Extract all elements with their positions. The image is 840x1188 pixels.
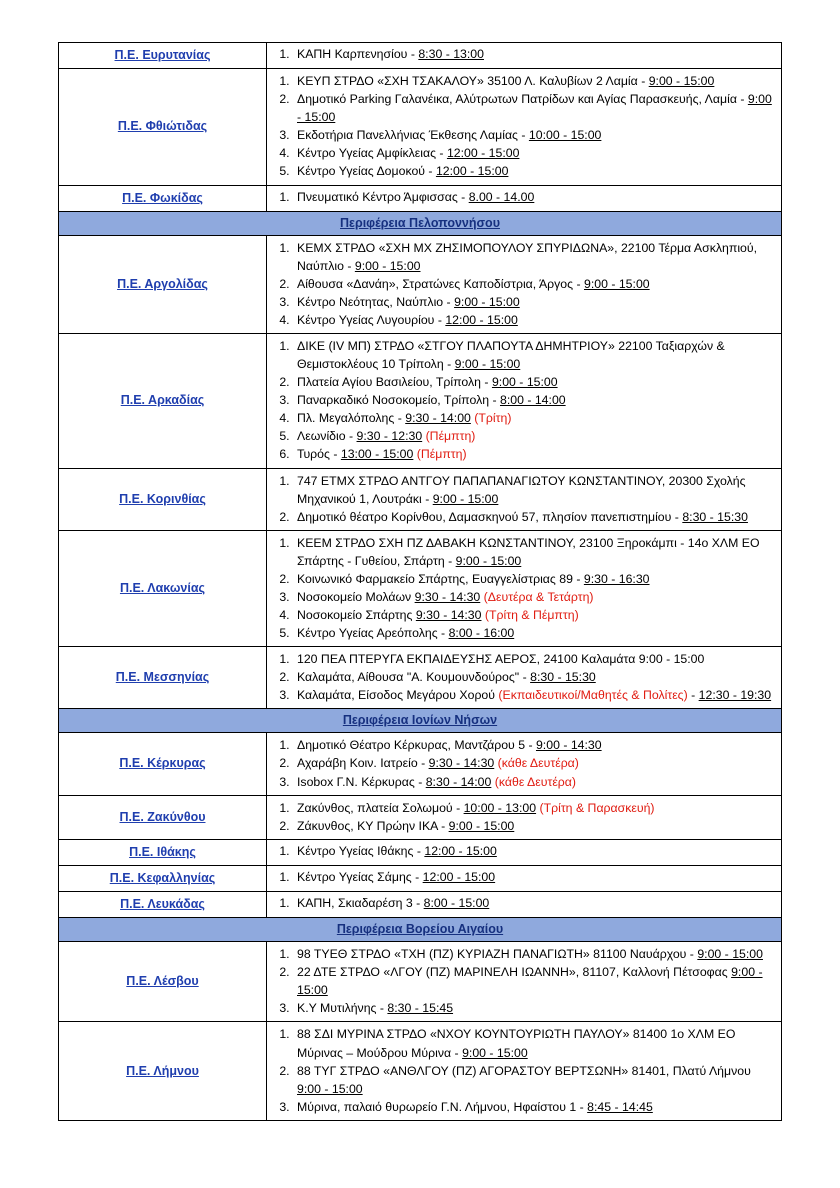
region-label: Π.Ε. Φθιώτιδας — [117, 119, 208, 134]
table-row — [59, 647, 782, 709]
time-range: 9:00 - 15:00 — [491, 375, 558, 390]
time-range: 9:00 - 15:00 — [648, 74, 715, 89]
items-cell — [267, 865, 782, 891]
items-cell — [267, 43, 782, 69]
items-cell — [267, 1022, 782, 1120]
item-text: Λεωνίδιο - — [297, 429, 357, 444]
list-item — [293, 945, 777, 963]
list-item — [293, 963, 777, 999]
region-cell — [59, 891, 267, 917]
list-item — [293, 373, 777, 391]
item-text: Κέντρο Υγείας Λυγουρίου - — [297, 313, 446, 327]
item-text: Τυρός - — [297, 447, 341, 462]
item-text: 22 ΔΤΕ ΣΤΡΔΟ «ΛΓΟΥ (ΠΖ) ΜΑΡΙΝΕΛΗ ΙΩΑΝΝΗ», 81107, Καλλονή Πέτσοφας — [297, 965, 732, 980]
time-range: 9:00 - 15:00 — [297, 92, 772, 125]
time-range: 8:30 - 15:30 — [682, 509, 748, 524]
section-header-cell — [59, 211, 782, 235]
time-range: 9:00 - 15:00 — [432, 491, 499, 506]
time-range: 9:30 - 12:30 — [356, 429, 423, 444]
item-text: Καλαμάτα, Αίθουσα "Α. Κουμουνδούρος" - — [297, 670, 531, 685]
list-item — [293, 126, 777, 144]
list-item — [293, 409, 777, 427]
list-item — [293, 162, 777, 180]
list-item — [293, 1098, 777, 1116]
time-range: 9:30 - 14:30 — [415, 607, 482, 622]
table-row — [59, 839, 782, 865]
time-range: 9:00 - 15:00 — [297, 1081, 363, 1096]
table-row — [59, 69, 782, 185]
item-text: Κέντρο Υγείας Αρεόπολης - — [297, 626, 449, 640]
time-range: 9:30 - 14:00 — [405, 411, 471, 426]
item-text: Ζακύνθος, πλατεία Σολωμού - — [297, 800, 464, 815]
region-label: Π.Ε. Κέρκυρας — [119, 756, 206, 771]
region-label: Π.Ε. Λέσβου — [126, 974, 199, 989]
list-item — [293, 508, 777, 526]
item-text: ΔΙΚΕ (IV ΜΠ) ΣΤΡΔΟ «ΣΤΓΟΥ ΠΛΑΠΟΥΤΑ ΔΗΜΗΤΡΙΟΥ» 22100 Ταξιαρχών & Θεμιστοκλέους 10 Τρίπολη - — [297, 339, 725, 372]
region-label: Π.Ε. Ευρυτανίας — [114, 48, 211, 62]
items-list — [271, 72, 777, 180]
list-item — [293, 736, 777, 754]
region-label: Π.Ε. Λευκάδας — [120, 896, 205, 911]
table-section-row — [59, 709, 782, 733]
region-cell — [59, 468, 267, 530]
time-range: 9:30 - 16:30 — [583, 571, 650, 586]
list-item — [293, 293, 777, 311]
note-text: (Εκπαιδευτικοί/Μαθητές & Πολίτες) — [498, 688, 688, 703]
items-cell — [267, 942, 782, 1022]
item-text: ΚΑΠΗ, Σκιαδαρέση 3 - — [297, 896, 424, 911]
list-item — [293, 668, 777, 686]
items-cell — [267, 69, 782, 185]
time-range: 8:00 - 15:00 — [423, 896, 490, 911]
items-list — [271, 799, 777, 835]
list-item — [293, 1062, 777, 1098]
note-text: (Τρίτη) — [470, 411, 512, 426]
time-range: 12:30 - 19:30 — [698, 688, 772, 703]
item-text: Κ.Υ Μυτιλήνης - — [297, 1001, 388, 1016]
time-range: 9:00 - 15:00 — [697, 947, 763, 962]
note-text: (Πέμπτη) — [413, 447, 467, 462]
time-range: 13:00 - 15:00 — [340, 447, 414, 462]
section-header-cell — [59, 918, 782, 942]
note-text: (Τρίτη & Παρασκευή) — [536, 800, 655, 815]
items-cell — [267, 530, 782, 646]
region-cell — [59, 235, 267, 333]
list-item — [293, 72, 777, 90]
time-range: 8:30 - 15:45 — [387, 1001, 454, 1016]
section-header-cell — [59, 709, 782, 733]
time-range: 8:30 - 15:30 — [530, 670, 596, 685]
list-item — [293, 445, 777, 463]
list-item — [293, 239, 777, 275]
items-list — [271, 736, 777, 790]
item-text: Κέντρο Υγείας Σάμης - — [297, 869, 423, 884]
item-text: Κοινωνικό Φαρμακείο Σπάρτης, Ευαγγελίστριας 89 - — [297, 571, 584, 586]
items-list — [271, 239, 777, 329]
time-range: 8:45 - 14:45 — [587, 1099, 653, 1114]
list-item — [293, 895, 777, 913]
time-range: 12:00 - 15:00 — [445, 313, 518, 327]
region-cell — [59, 334, 267, 468]
items-list — [271, 895, 777, 913]
items-list — [271, 945, 777, 1017]
table-row — [59, 43, 782, 69]
items-list — [271, 869, 777, 887]
item-text: ΚΕΕΜ ΣΤΡΔΟ ΣΧΗ ΠΖ ΔΑΒΑΚΗ ΚΩΝΣΤΑΝΤΙΝΟΥ, 23100 Ξηροκάμπι - 14ο ΧΛΜ ΕΟ Σπάρτης - Γυθείου, Σπάρτη - — [297, 535, 760, 568]
time-range: 9:00 - 15:00 — [583, 276, 650, 291]
list-item — [293, 90, 777, 126]
item-text: ΚΑΠΗ Καρπενησίου - — [297, 47, 419, 62]
section-label: Περιφέρεια Ιονίων Νήσων — [342, 713, 498, 728]
time-range: 9:00 - 15:00 — [462, 1045, 528, 1060]
list-item — [293, 391, 777, 409]
table-row — [59, 530, 782, 646]
table-row — [59, 942, 782, 1022]
region-cell — [59, 839, 267, 865]
time-range: 8:30 - 14:00 — [425, 774, 492, 789]
list-item — [293, 311, 777, 329]
region-cell — [59, 865, 267, 891]
list-item — [293, 773, 777, 791]
region-cell — [59, 1022, 267, 1120]
table-row — [59, 891, 782, 917]
region-label: Π.Ε. Λήμνου — [126, 1063, 199, 1078]
item-text: ΚΕΜΧ ΣΤΡΔΟ «ΣΧΗ ΜΧ ΖΗΣΙΜΟΠΟΥΛΟΥ ΣΠΥΡΙΔΩΝΑ», 22100 Τέρμα Ασκληπιού, Ναύπλιο - — [297, 240, 758, 273]
item-text: Νοσοκομείο Σπάρτης — [297, 607, 416, 622]
items-cell — [267, 839, 782, 865]
items-cell — [267, 334, 782, 468]
time-range: 9:30 - 14:30 — [414, 589, 481, 604]
region-cell — [59, 795, 267, 839]
item-text: Δημοτικό Parking Γαλανέικα, Αλύτρωτων Πατρίδων και Αγίας Παρασκευής, Λαμία - — [297, 92, 748, 107]
item-text: Παναρκαδικό Νοσοκομείο, Τρίπολη - — [297, 393, 500, 408]
region-label: Π.Ε. Ζακύνθου — [119, 809, 206, 824]
region-cell — [59, 185, 267, 211]
item-text: Μύρινα, παλαιό θυρωρείο Γ.Ν. Λήμνου, Ηφαίστου 1 - — [297, 1099, 588, 1114]
item-text: Κέντρο Υγείας Αμφίκλειας - — [297, 146, 447, 161]
items-cell — [267, 235, 782, 333]
section-label: Περιφέρεια Βορείου Αιγαίου — [336, 922, 504, 937]
item-text: 747 ΕΤΜΧ ΣΤΡΔΟ ΑΝΤΓΟΥ ΠΑΠΑΠΑΝΑΓΙΩΤΟΥ ΚΩΝΣΤΑΝΤΙΝΟΥ, 20300 Σχολής Μηχανικού 1, Λουτράκι - — [297, 473, 746, 506]
item-text: Κέντρο Νεότητας, Ναύπλιο - — [297, 294, 455, 309]
region-cell — [59, 733, 267, 795]
items-list — [271, 650, 777, 704]
table-row — [59, 1022, 782, 1120]
table-row — [59, 185, 782, 211]
list-item — [293, 799, 777, 817]
item-text: 98 ΤΥΕΘ ΣΤΡΔΟ «ΤΧΗ (ΠΖ) ΚΥΡΙΑΖΗ ΠΑΝΑΓΙΩΤΗ» 81100 Ναυάρχου - — [297, 947, 698, 962]
item-text: Αίθουσα «Δανάη», Στρατώνες Καποδίστρια, Άργος - — [297, 276, 584, 291]
list-item — [293, 472, 777, 508]
list-item — [293, 275, 777, 293]
list-item — [293, 869, 777, 887]
time-range: 10:00 - 13:00 — [463, 800, 537, 815]
item-text: Δημοτικό θέατρο Κορίνθου, Δαμασκηνού 57, πλησίον πανεπιστημίου - — [297, 509, 683, 524]
item-text: Ζάκυνθος, ΚΥ Πρώην ΙΚΑ - — [297, 818, 449, 833]
item-text: Δημοτικό Θέατρο Κέρκυρας, Μαντζάρου 5 - — [297, 738, 536, 753]
item-text: 88 ΤΥΓ ΣΤΡΔΟ «ΑΝΘΛΓΟΥ (ΠΖ) ΑΓΟΡΑΣΤΟΥ ΒΕΡΤΣΩΝΗ» 81401, Πλατύ Λήμνου — [297, 1063, 751, 1078]
item-text: ΚΕΥΠ ΣΤΡΔΟ «ΣΧΗ ΤΣΑΚΑΛΟΥ» 35100 Λ. Καλυβίων 2 Λαμία - — [297, 74, 649, 89]
item-text: Καλαμάτα, Είσοδος Μεγάρου Χορού — [297, 688, 499, 703]
list-item — [293, 843, 777, 861]
note-text: (κάθε Δευτέρα) — [491, 774, 576, 789]
region-label: Π.Ε. Κορινθίας — [119, 491, 206, 506]
note-text: (Δευτέρα & Τετάρτη) — [480, 589, 594, 604]
region-cell — [59, 69, 267, 185]
note-text: (Τρίτη & Πέμπτη) — [481, 607, 579, 622]
list-item — [293, 1025, 777, 1061]
time-range: 9:00 - 15:00 — [455, 553, 522, 568]
list-item — [293, 606, 777, 624]
time-range: 9:00 - 15:00 — [448, 818, 515, 833]
item-text: 120 ΠΕΑ ΠΤΕΡΥΓΑ ΕΚΠΑΙΔΕΥΣΗΣ ΑΕΡΟΣ, 24100 Καλαμάτα 9:00 - 15:00 — [297, 652, 705, 667]
list-item — [293, 817, 777, 835]
list-item — [293, 337, 777, 373]
region-label: Π.Ε. Αργολίδας — [117, 276, 208, 291]
region-label: Π.Ε. Κεφαλληνίας — [109, 870, 216, 885]
time-range: 8:00 - 14:00 — [499, 393, 566, 408]
items-list — [271, 1025, 777, 1115]
section-label: Περιφέρεια Πελοποννήσου — [340, 215, 500, 230]
time-range: 12:00 - 15:00 — [435, 164, 509, 179]
time-range: 12:00 - 15:00 — [424, 843, 497, 858]
region-label: Π.Ε. Αρκαδίας — [120, 393, 205, 408]
table-section-row — [59, 918, 782, 942]
region-label: Π.Ε. Ιθάκης — [129, 844, 196, 859]
items-list — [271, 534, 777, 642]
items-list — [271, 46, 777, 64]
list-item — [293, 650, 777, 668]
time-range: 10:00 - 15:00 — [528, 128, 602, 143]
time-range: 9:00 - 15:00 — [454, 357, 521, 372]
items-cell — [267, 891, 782, 917]
list-item — [293, 534, 777, 570]
items-list — [271, 337, 777, 463]
item-text: Πλατεία Αγίου Βασιλείου, Τρίπολη - — [297, 375, 492, 390]
note-text: (κάθε Δευτέρα) — [494, 756, 579, 771]
list-item — [293, 144, 777, 162]
table-row — [59, 733, 782, 795]
list-item — [293, 570, 777, 588]
items-cell — [267, 185, 782, 211]
item-text: 88 ΣΔΙ ΜΥΡΙΝΑ ΣΤΡΔΟ «ΝΧΟΥ ΚΟΥΝΤΟΥΡΙΩΤΗ ΠΑΥΛΟΥ» 81400 1ο ΧΛΜ ΕΟ Μύρινας – Μούδρου Μύρινα - — [297, 1027, 736, 1060]
list-item — [293, 46, 777, 64]
table-section-row — [59, 211, 782, 235]
time-range: 9:00 - 15:00 — [454, 294, 520, 309]
time-range: 8.00 - 14.00 — [468, 189, 535, 204]
list-item — [293, 686, 777, 704]
time-range: 12:00 - 15:00 — [446, 146, 520, 161]
table-body — [59, 43, 782, 1121]
time-range: 9:00 - 14:30 — [535, 738, 602, 753]
item-text: Πλ. Μεγαλόπολης - — [297, 411, 406, 426]
item-text: Αχαράβη Κοιν. Ιατρείο - — [297, 756, 429, 771]
item-text: Κέντρο Υγείας Δομοκού - — [297, 164, 436, 179]
item-text: Κέντρο Υγείας Ιθάκης - — [297, 843, 425, 858]
region-cell — [59, 530, 267, 646]
table-row — [59, 468, 782, 530]
list-item — [293, 999, 777, 1017]
list-item — [293, 189, 777, 207]
item-text: Εκδοτήρια Πανελλήνιας Έκθεσης Λαμίας - — [297, 128, 529, 143]
table-row — [59, 235, 782, 333]
time-range: 9:30 - 14:30 — [428, 756, 495, 771]
region-cell — [59, 647, 267, 709]
items-cell — [267, 795, 782, 839]
item-text: Πνευματικό Κέντρο Άμφισσας - — [297, 189, 469, 204]
region-cell — [59, 942, 267, 1022]
time-range: 8:30 - 13:00 — [418, 47, 484, 62]
items-list — [271, 189, 777, 207]
time-range: 12:00 - 15:00 — [422, 869, 496, 884]
region-label: Π.Ε. Μεσσηνίας — [115, 670, 210, 685]
list-item — [293, 588, 777, 606]
items-cell — [267, 468, 782, 530]
items-cell — [267, 647, 782, 709]
list-item — [293, 624, 777, 642]
items-list — [271, 843, 777, 861]
region-cell — [59, 43, 267, 69]
locations-table — [58, 42, 782, 1121]
table-row — [59, 334, 782, 468]
table-row — [59, 795, 782, 839]
list-item — [293, 427, 777, 445]
time-range: 8:00 - 16:00 — [448, 626, 515, 640]
list-item — [293, 754, 777, 772]
time-range: 9:00 - 15:00 — [354, 258, 421, 273]
note-text: (Πέμπτη) — [422, 429, 476, 444]
items-list — [271, 472, 777, 526]
item-text: - — [687, 688, 699, 703]
item-text: Νοσοκομείο Μολάων — [297, 589, 415, 604]
time-range: 9:00 - 15:00 — [297, 965, 763, 998]
table-row — [59, 865, 782, 891]
items-cell — [267, 733, 782, 795]
region-label: Π.Ε. Λακωνίας — [119, 580, 206, 595]
region-label: Π.Ε. Φωκίδας — [122, 190, 203, 205]
item-text: Isobox Γ.Ν. Κέρκυρας - — [297, 774, 426, 789]
